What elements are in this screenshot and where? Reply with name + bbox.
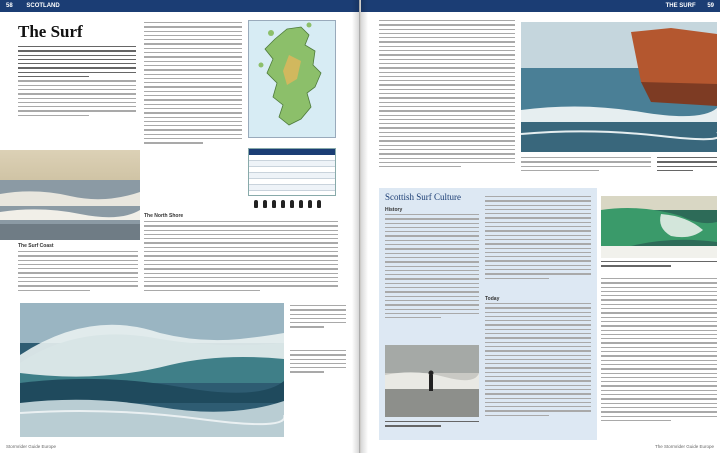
right-section-title: THE SURF — [665, 3, 696, 9]
surfer-walking-caption — [385, 421, 479, 433]
north-shore-subhead: The North Shore — [144, 213, 184, 219]
map-graphic — [249, 21, 337, 139]
right-header-group — [666, 0, 714, 12]
left-footer: Stormrider Guide Europe — [6, 444, 57, 449]
right-top-text — [379, 20, 515, 180]
left-page-number: 58 — [6, 3, 13, 9]
surf-coast-text — [18, 251, 138, 297]
breaking-wave-photo — [20, 303, 284, 437]
history-subhead: History — [385, 207, 403, 213]
north-shore-text — [144, 221, 338, 297]
wave-photo-caption — [290, 305, 346, 345]
cliff-photo-text — [521, 157, 651, 181]
cliff-surf-photo — [521, 22, 717, 152]
surf-culture-title: Scottish Surf Culture — [385, 192, 461, 202]
right-page-number: 59 — [707, 3, 714, 9]
cliff-photo-caption — [657, 157, 717, 181]
right-bottom-text — [601, 278, 717, 438]
surf-coast-subhead: The Surf Coast — [18, 243, 54, 249]
book-gutter — [352, 0, 368, 453]
conditions-table — [248, 148, 336, 196]
page-title: The Surf — [18, 22, 83, 41]
wave-photo-caption-2 — [290, 350, 346, 390]
right-page — [361, 0, 720, 453]
right-footer: The Stormrider Guide Europe — [654, 444, 714, 449]
surfer-walking-photo — [385, 345, 479, 417]
surfer-symbols — [254, 200, 321, 208]
right-header-bar — [361, 0, 720, 12]
beach-surf-photo — [0, 150, 140, 240]
today-text — [485, 303, 591, 433]
scotland-map — [248, 20, 336, 138]
left-header-bar — [0, 0, 359, 12]
today-subhead: Today — [485, 296, 500, 302]
history-text — [385, 214, 479, 330]
intro-text — [18, 46, 136, 148]
middle-column-text — [144, 22, 242, 150]
history-text-col2 — [485, 196, 591, 292]
barrel-photo-caption — [601, 261, 717, 273]
left-section-title: SCOTLAND — [26, 3, 60, 9]
green-barrel-photo — [601, 196, 717, 258]
